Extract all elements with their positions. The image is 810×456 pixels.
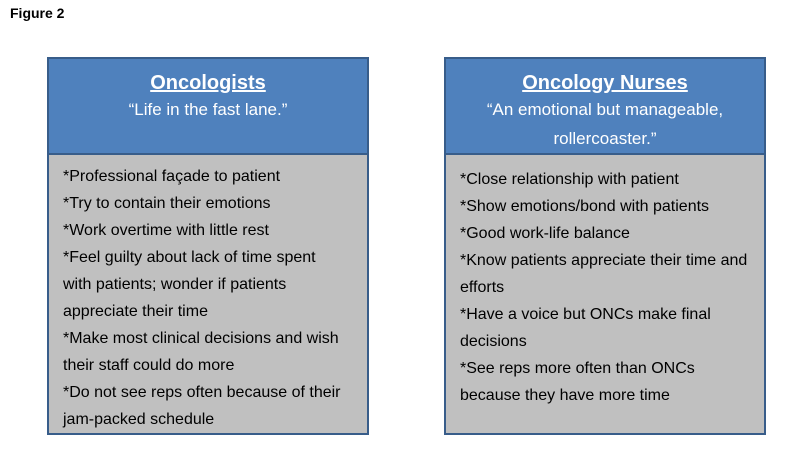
- oncologists-item: *Make most clinical decisions and wish their staff could do more: [63, 330, 339, 374]
- oncology-nurses-item: *Close relationship with patient: [460, 171, 679, 188]
- oncology-nurses-body: [444, 155, 766, 435]
- oncology-nurses-header: [444, 57, 766, 155]
- oncologists-item: *Feel guilty about lack of time spent with patients; wonder if patients appreciate their time: [63, 249, 316, 320]
- oncologists-title: Oncologists: [150, 72, 266, 94]
- oncologists-item: *Try to contain their emotions: [63, 195, 271, 212]
- oncology-nurses-item: *Good work-life balance: [460, 225, 630, 242]
- oncology-nurses-item: *Know patients appreciate their time and efforts: [460, 252, 748, 296]
- oncologists-item: *Professional façade to patient: [63, 168, 281, 185]
- oncologists-panel: [47, 57, 369, 435]
- oncology-nurses-item: *Show emotions/bond with patients: [460, 198, 710, 215]
- oncology-nurses-subtitle: “An emotional but manageable, rollercoaster.”: [486, 100, 724, 148]
- oncologists-body: [47, 155, 369, 435]
- oncology-nurses-panel: [444, 57, 766, 435]
- oncologists-item: *Do not see reps often because of their jam-packed schedule: [63, 384, 341, 428]
- oncologists-header: [47, 57, 369, 155]
- oncologists-item: *Work overtime with little rest: [63, 222, 269, 239]
- figure-label: Figure 2: [10, 5, 65, 21]
- oncology-nurses-title: Oncology Nurses: [522, 72, 688, 94]
- oncology-nurses-item: *Have a voice but ONCs make final decisions: [460, 306, 711, 350]
- oncologists-subtitle: “Life in the fast lane.”: [128, 100, 288, 119]
- oncology-nurses-item: *See reps more often than ONCs because they have more time: [460, 360, 695, 404]
